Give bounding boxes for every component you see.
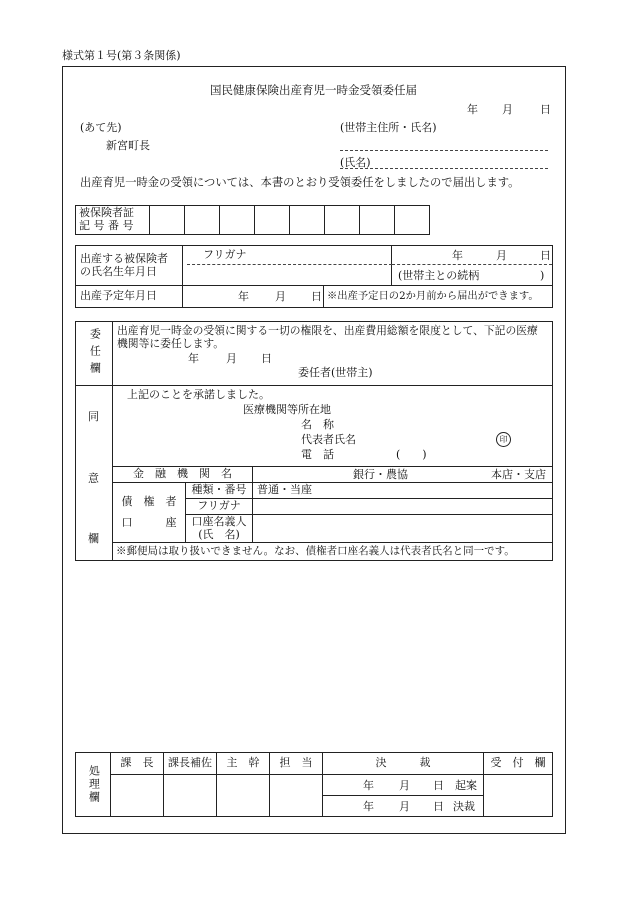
date-day: 日 (540, 103, 551, 116)
consent-side-1: 同 (88, 410, 99, 423)
insurance-digit-cell[interactable] (395, 206, 430, 235)
decision-date-label: 決裁 (453, 800, 475, 813)
account-types: 普通・当座 (257, 483, 312, 497)
insurance-label-line1: 被保険者証 (79, 206, 134, 220)
due-day: 日 (311, 290, 322, 303)
furigana-line (187, 264, 392, 265)
creditor-label: 債 権 者 (121, 494, 177, 508)
assistant-stamp[interactable] (164, 775, 217, 817)
creditor-account-cell (113, 483, 186, 543)
householder-address-line[interactable] (340, 150, 548, 151)
bank-name-cell[interactable] (253, 467, 553, 483)
branch-types: 本店・支店 (491, 468, 546, 481)
birthdate-divider (392, 264, 552, 265)
consent-signature-cell[interactable] (113, 386, 553, 467)
insurance-digit-cell[interactable] (360, 206, 395, 235)
insurance-digit-cell[interactable] (290, 206, 325, 235)
birth-day: 日 (540, 249, 551, 262)
account-holder-label (186, 515, 253, 543)
processing-table (75, 752, 553, 817)
form-number-label: 様式第１号(第３条関係) (62, 49, 181, 62)
holder-line2: (氏 名) (198, 527, 240, 541)
insurance-digit-cell[interactable] (185, 206, 220, 235)
insurance-digit-cell[interactable] (220, 206, 255, 235)
statement: 出産育児一時金の受領については、本書のとおり受領委任をしましたので届出します。 (80, 176, 520, 189)
due-date-note: ※出産予定日の2か月前から届出ができます。 (324, 286, 553, 308)
due-date-label: 出産予定年月日 (76, 286, 183, 308)
delegation-consent-table (75, 321, 553, 561)
householder-name-label: (氏名) (340, 156, 371, 169)
seal-mark: 印 (496, 432, 511, 447)
delegation-cell (113, 322, 553, 386)
householder-address-label: (世帯主住所・氏名) (340, 121, 437, 134)
draft-month: 月 (399, 779, 410, 792)
facility-name-label: 名 称 (301, 418, 334, 431)
birth-year: 年 (452, 249, 463, 262)
delegation-day: 日 (261, 352, 272, 365)
type-number-label: 種類・番号 (186, 483, 253, 499)
manager-stamp[interactable] (217, 775, 270, 817)
chief-label: 課 長 (111, 753, 164, 775)
birthdate-cell[interactable] (392, 246, 553, 286)
insured-name-cell[interactable] (183, 246, 392, 286)
consent-side-3: 欄 (88, 532, 99, 545)
householder-name-line[interactable] (340, 168, 548, 169)
date-month: 月 (502, 103, 513, 116)
addressee: 新宮町長 (106, 139, 150, 152)
insured-label (76, 246, 183, 286)
insurance-digit-cell[interactable] (255, 206, 290, 235)
furigana-label: フリガナ (203, 248, 247, 261)
decision-year: 年 (363, 800, 374, 813)
delegation-month: 月 (226, 352, 237, 365)
insurance-digit-cell[interactable] (325, 206, 360, 235)
relation-label: (世帯主との続柄 (398, 269, 480, 282)
chief-stamp[interactable] (111, 775, 164, 817)
draft-year: 年 (363, 779, 374, 792)
consent-side-cell (76, 386, 113, 561)
draft-date-cell[interactable] (323, 775, 484, 796)
consent-side-2: 意 (88, 472, 99, 485)
delegation-side-cell (76, 322, 113, 386)
account-holder-field[interactable] (253, 515, 553, 543)
decision-day: 日 (433, 800, 444, 813)
furigana-row-label: フリガナ (186, 499, 253, 515)
decision-date-cell[interactable] (323, 796, 484, 817)
due-date-cell[interactable] (183, 286, 324, 308)
processing-side-cell (76, 753, 111, 817)
manager-label: 主 幹 (217, 753, 270, 775)
delegator-label: 委任者(世帯主) (298, 366, 373, 379)
processing-side-label: 処理欄 (87, 765, 101, 804)
phone-parens: ( ) (396, 448, 427, 461)
due-month: 月 (275, 290, 286, 303)
staff-label: 担 当 (270, 753, 323, 775)
account-label: 口 座 (121, 515, 177, 529)
insured-table (75, 245, 553, 308)
representative-label: 代表者氏名 (301, 433, 356, 446)
account-type-cell[interactable] (253, 483, 553, 499)
decision-label: 決 裁 (323, 753, 484, 775)
delegation-year: 年 (188, 352, 199, 365)
birth-month: 月 (496, 249, 507, 262)
delegation-side-label: 委任欄 (88, 328, 102, 379)
assistant-label: 課長補佐 (164, 753, 217, 775)
facility-address-label: 医療機関等所在地 (243, 403, 331, 416)
insurance-number-table (75, 205, 430, 235)
insured-label-line1: 出産する被保険者 (80, 251, 168, 265)
staff-stamp[interactable] (270, 775, 323, 817)
insurance-digit-cell[interactable] (150, 206, 185, 235)
reception-label: 受 付 欄 (484, 753, 553, 775)
delegation-text: 出産育児一時金の受領に関する一切の権限を、出産費用総額を限度として、下記の医療機関等に委任します。 (117, 324, 538, 350)
reception-stamp[interactable] (484, 775, 553, 817)
furigana-row-field[interactable] (253, 499, 553, 515)
decision-month: 月 (399, 800, 410, 813)
holder-line1: 口座名義人 (191, 514, 247, 528)
draft-label: 起案 (455, 779, 477, 792)
phone-label: 電 話 (301, 448, 334, 461)
bank-label: 金 融 機 関 名 (113, 467, 253, 483)
insurance-number-label (76, 206, 150, 235)
insurance-label-line2: 記 号 番 号 (79, 219, 134, 232)
insured-label-line2: の氏名生年月日 (80, 264, 157, 278)
consent-note: ※郵便局は取り扱いできません。なお、債権者口座名義人は代表者氏名と同一です。 (113, 543, 553, 561)
bank-types: 銀行・農協 (353, 468, 408, 481)
due-year: 年 (238, 290, 249, 303)
draft-day: 日 (433, 779, 444, 792)
addressee-label: (あて先) (80, 121, 122, 134)
relation-close: ) (540, 269, 545, 282)
form-title: 国民健康保険出産育児一時金受領委任届 (210, 83, 417, 97)
consent-accepted: 上記のことを承諾しました。 (127, 388, 270, 401)
date-year: 年 (467, 103, 478, 116)
